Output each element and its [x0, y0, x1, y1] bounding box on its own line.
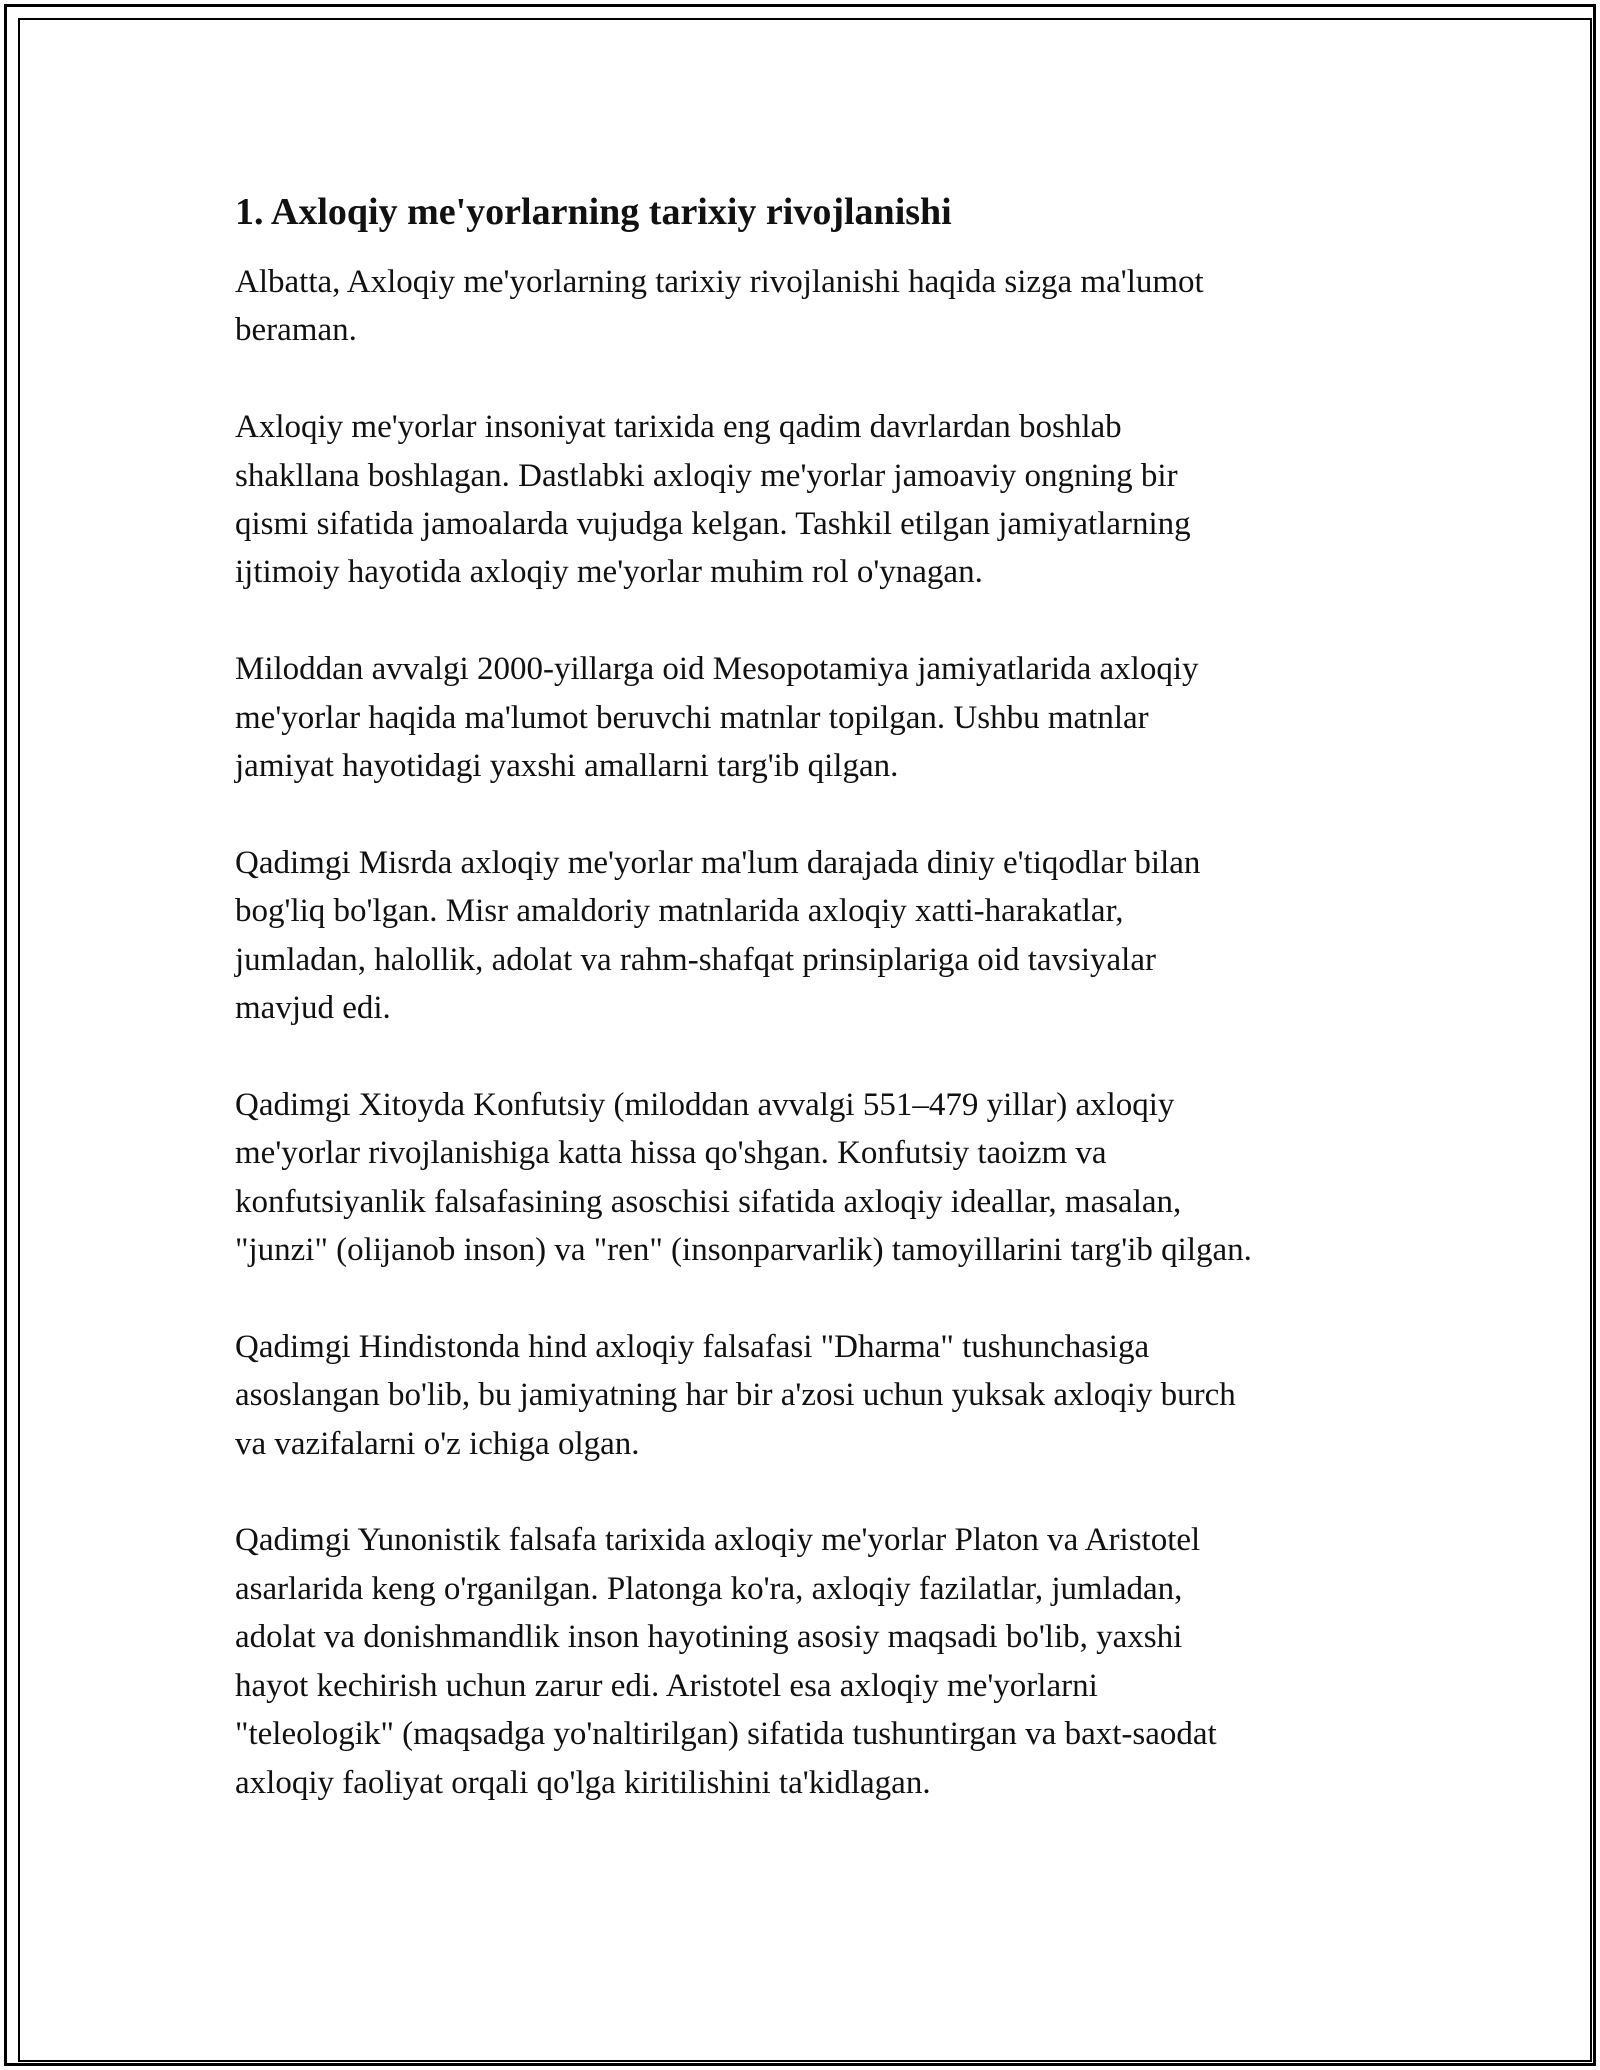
paragraph-mesopotamia: Miloddan avvalgi 2000-yillarga oid Mesopotamiya jamiyatlarida axloqiy me'yorlar haqida ma'lumot beruvchi matnlar topilgan. Ushbu matnlar jamiyat hayotidagi yaxshi amallarni targ'ib qilgan.	[235, 651, 1199, 785]
document-title: 1. Axloqiy me'yorlarning tarixiy rivojlanishi	[235, 191, 952, 233]
paragraph-india: Qadimgi Hindistonda hind axloqiy falsafasi "Dharma" tushunchasiga asoslangan bo'lib, bu jamiyatning har bir a'zosi uchun yuksak axloqiy burch va vazifalarni o'z ichiga olgan.	[235, 1328, 1236, 1462]
document-body	[235, 188, 1375, 1855]
paragraph-origins: Axloqiy me'yorlar insoniyat tarixida eng qadim davrlardan boshlab shakllana boshlagan. Dastlabki axloqiy me'yorlar jamoaviy ongning bir qismi sifatida jamoalarda vujudga kelgan. Tashkil etilgan jamiyatlarning ijtimoiy hayotida axloqiy me'yorlar muhim rol o'ynagan.	[235, 409, 1191, 591]
paragraph-intro: Albatta, Axloqiy me'yorlarning tarixiy rivojlanishi haqida sizga ma'lumot beraman.	[235, 264, 1204, 349]
paragraph-china: Qadimgi Xitoyda Konfutsiy (miloddan avvalgi 551–479 yillar) axloqiy me'yorlar rivojlanishiga katta hissa qo'shgan. Konfutsiy taoizm va konfutsiyanlik falsafasining asoschisi sifatida axloqiy ideallar, masalan, "junzi" (olijanob inson) va "ren" (insonparvarlik) tamoyillarini targ'ib qilgan.	[235, 1086, 1252, 1269]
paragraph-greece: Qadimgi Yunonistik falsafa tarixida axloqiy me'yorlar Platon va Aristotel asarlarida keng o'rganilgan. Platonga ko'ra, axloqiy fazilatlar, jumladan, adolat va donishmandlik inson hayotining asosiy maqsadi bo'lib, yaxshi hayot kechirish uchun zarur edi. Aristotel esa axloqiy me'yorlarni "teleologik" (maqsadga yo'naltirilgan) sifatida tushuntirgan va baxt-saodat axloqiy faoliyat orqali qo'lga kiritilishini ta'kidlagan.	[235, 1522, 1217, 1801]
paragraph-egypt: Qadimgi Misrda axloqiy me'yorlar ma'lum darajada diniy e'tiqodlar bilan bog'liq bo'lgan. Misr amaldoriy matnlarida axloqiy xatti-harakatlar, jumladan, halollik, adolat va rahm-shafqat prinsiplariga oid tavsiyalar mavjud edi.	[235, 844, 1201, 1027]
